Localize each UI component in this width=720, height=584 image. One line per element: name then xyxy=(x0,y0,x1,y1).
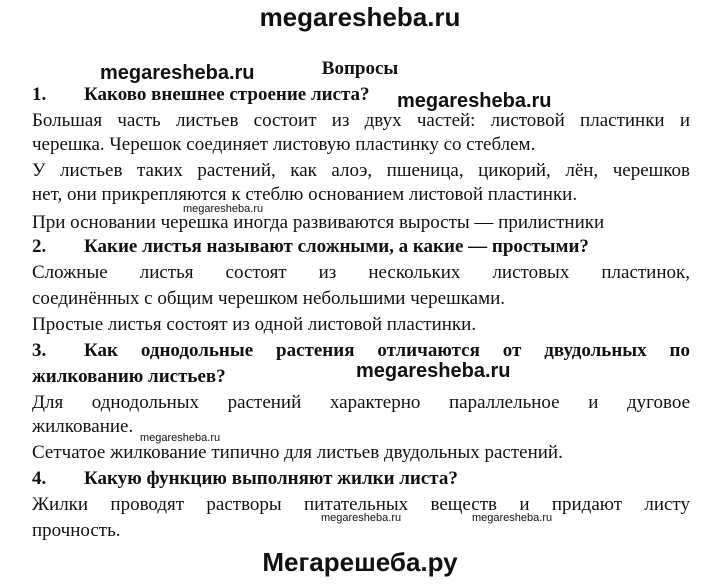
watermark: megaresheba.ru xyxy=(397,90,552,112)
question-3-number: 3. xyxy=(32,340,47,361)
answer-2-line-1: Сложные листья состоят из нескольких листовых пластинок, xyxy=(32,262,690,283)
section-title: Вопросы xyxy=(321,58,399,79)
answer-1-line-1: Большая часть листьев состоит из двух частей: листовой пластинки и xyxy=(32,110,690,131)
question-4-number: 4. xyxy=(32,468,47,489)
watermark: megaresheba.ru xyxy=(183,203,264,215)
site-footer-watermark: Мегарешеба.ру xyxy=(262,547,458,577)
question-3-text-line-1: Как однодольные растения отличаются от двудольных по xyxy=(84,340,690,361)
watermark: megaresheba.ru xyxy=(472,512,553,524)
answer-2-line-3: Простые листья состоят из одной листовой пластинки. xyxy=(32,314,477,335)
question-1-text: Каково внешнее строение листа? xyxy=(84,84,370,105)
site-header-watermark: megaresheba.ru xyxy=(259,2,461,32)
question-3-text-line-2: жилкованию листьев? xyxy=(32,366,226,387)
answer-3-line-3: Сетчатое жилкование типично для листьев двудольных растений. xyxy=(32,442,563,463)
answer-1-line-4: нет, они прикрепляются к стеблю основанием листовой пластинки. xyxy=(32,184,578,205)
answer-1-line-3: У листьев таких растений, как алоэ, пшеница, цикорий, лён, черешков xyxy=(32,160,690,181)
watermark: megaresheba.ru xyxy=(140,432,221,444)
answer-1-line-5: При основании черешка иногда развиваются выросты — прилистники xyxy=(32,212,605,233)
question-2-text: Какие листья называют сложными, а какие — простыми? xyxy=(84,236,589,257)
answer-2-line-2: соединённых с общим черешком небольшими черешками. xyxy=(32,288,506,309)
question-1-number: 1. xyxy=(32,84,47,105)
answer-3-line-2: жилкование. xyxy=(32,416,134,437)
watermark: megaresheba.ru xyxy=(100,62,255,84)
answer-4-line-1: Жилки проводят растворы питательных веществ и придают листу xyxy=(32,494,690,515)
answer-4-line-2: прочность. xyxy=(32,520,121,541)
question-4-text: Какую функцию выполняют жилки листа? xyxy=(84,468,458,489)
watermark: megaresheba.ru xyxy=(356,360,511,382)
question-2-number: 2. xyxy=(32,236,47,257)
answer-3-line-1: Для однодольных растений характерно параллельное и дуговое xyxy=(32,392,690,413)
watermark: megaresheba.ru xyxy=(321,512,402,524)
answer-1-line-2: черешка. Черешок соединяет листовую пластинку со стеблем. xyxy=(32,134,536,155)
